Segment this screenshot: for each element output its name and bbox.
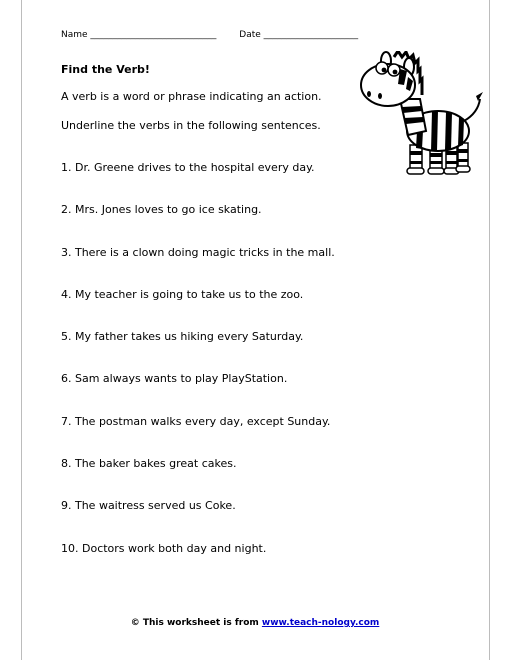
question-item: 5. My father takes us hiking every Saturday.	[61, 330, 304, 344]
question-item: 9. The waitress served us Coke.	[61, 499, 236, 513]
question-item: 7. The postman walks every day, except Sunday.	[61, 414, 331, 428]
worksheet-title: Find the Verb!	[61, 63, 150, 76]
question-item: 6. Sam always wants to play PlayStation.	[61, 372, 288, 386]
intro-instruction: Underline the verbs in the following sentences.	[61, 119, 321, 132]
worksheet-footer	[0, 618, 510, 628]
question-item: 3. There is a clown doing magic tricks in the mall.	[61, 245, 335, 259]
question-list	[61, 161, 335, 584]
question-item: 2. Mrs. Jones loves to go ice skating.	[61, 203, 262, 217]
footer-source-link[interactable]: www.teach-nology.com	[261, 618, 380, 628]
worksheet-header	[61, 30, 358, 40]
name-field: Name ____________________________	[61, 30, 217, 40]
page-border-left	[21, 0, 22, 660]
question-item: 10. Doctors work both day and night.	[61, 541, 267, 555]
intro-definition: A verb is a word or phrase indicating an action.	[61, 90, 322, 103]
question-item: 4. My teacher is going to take us to the zoo.	[61, 287, 304, 301]
footer-credit-text: © This worksheet is from	[130, 618, 262, 628]
date-field: Date _____________________	[239, 30, 359, 40]
question-item: 8. The baker bakes great cakes.	[61, 457, 237, 471]
page-border-right	[489, 0, 490, 660]
zebra-illustration-icon	[352, 51, 488, 181]
question-item: 1. Dr. Greene drives to the hospital every day.	[61, 161, 315, 174]
